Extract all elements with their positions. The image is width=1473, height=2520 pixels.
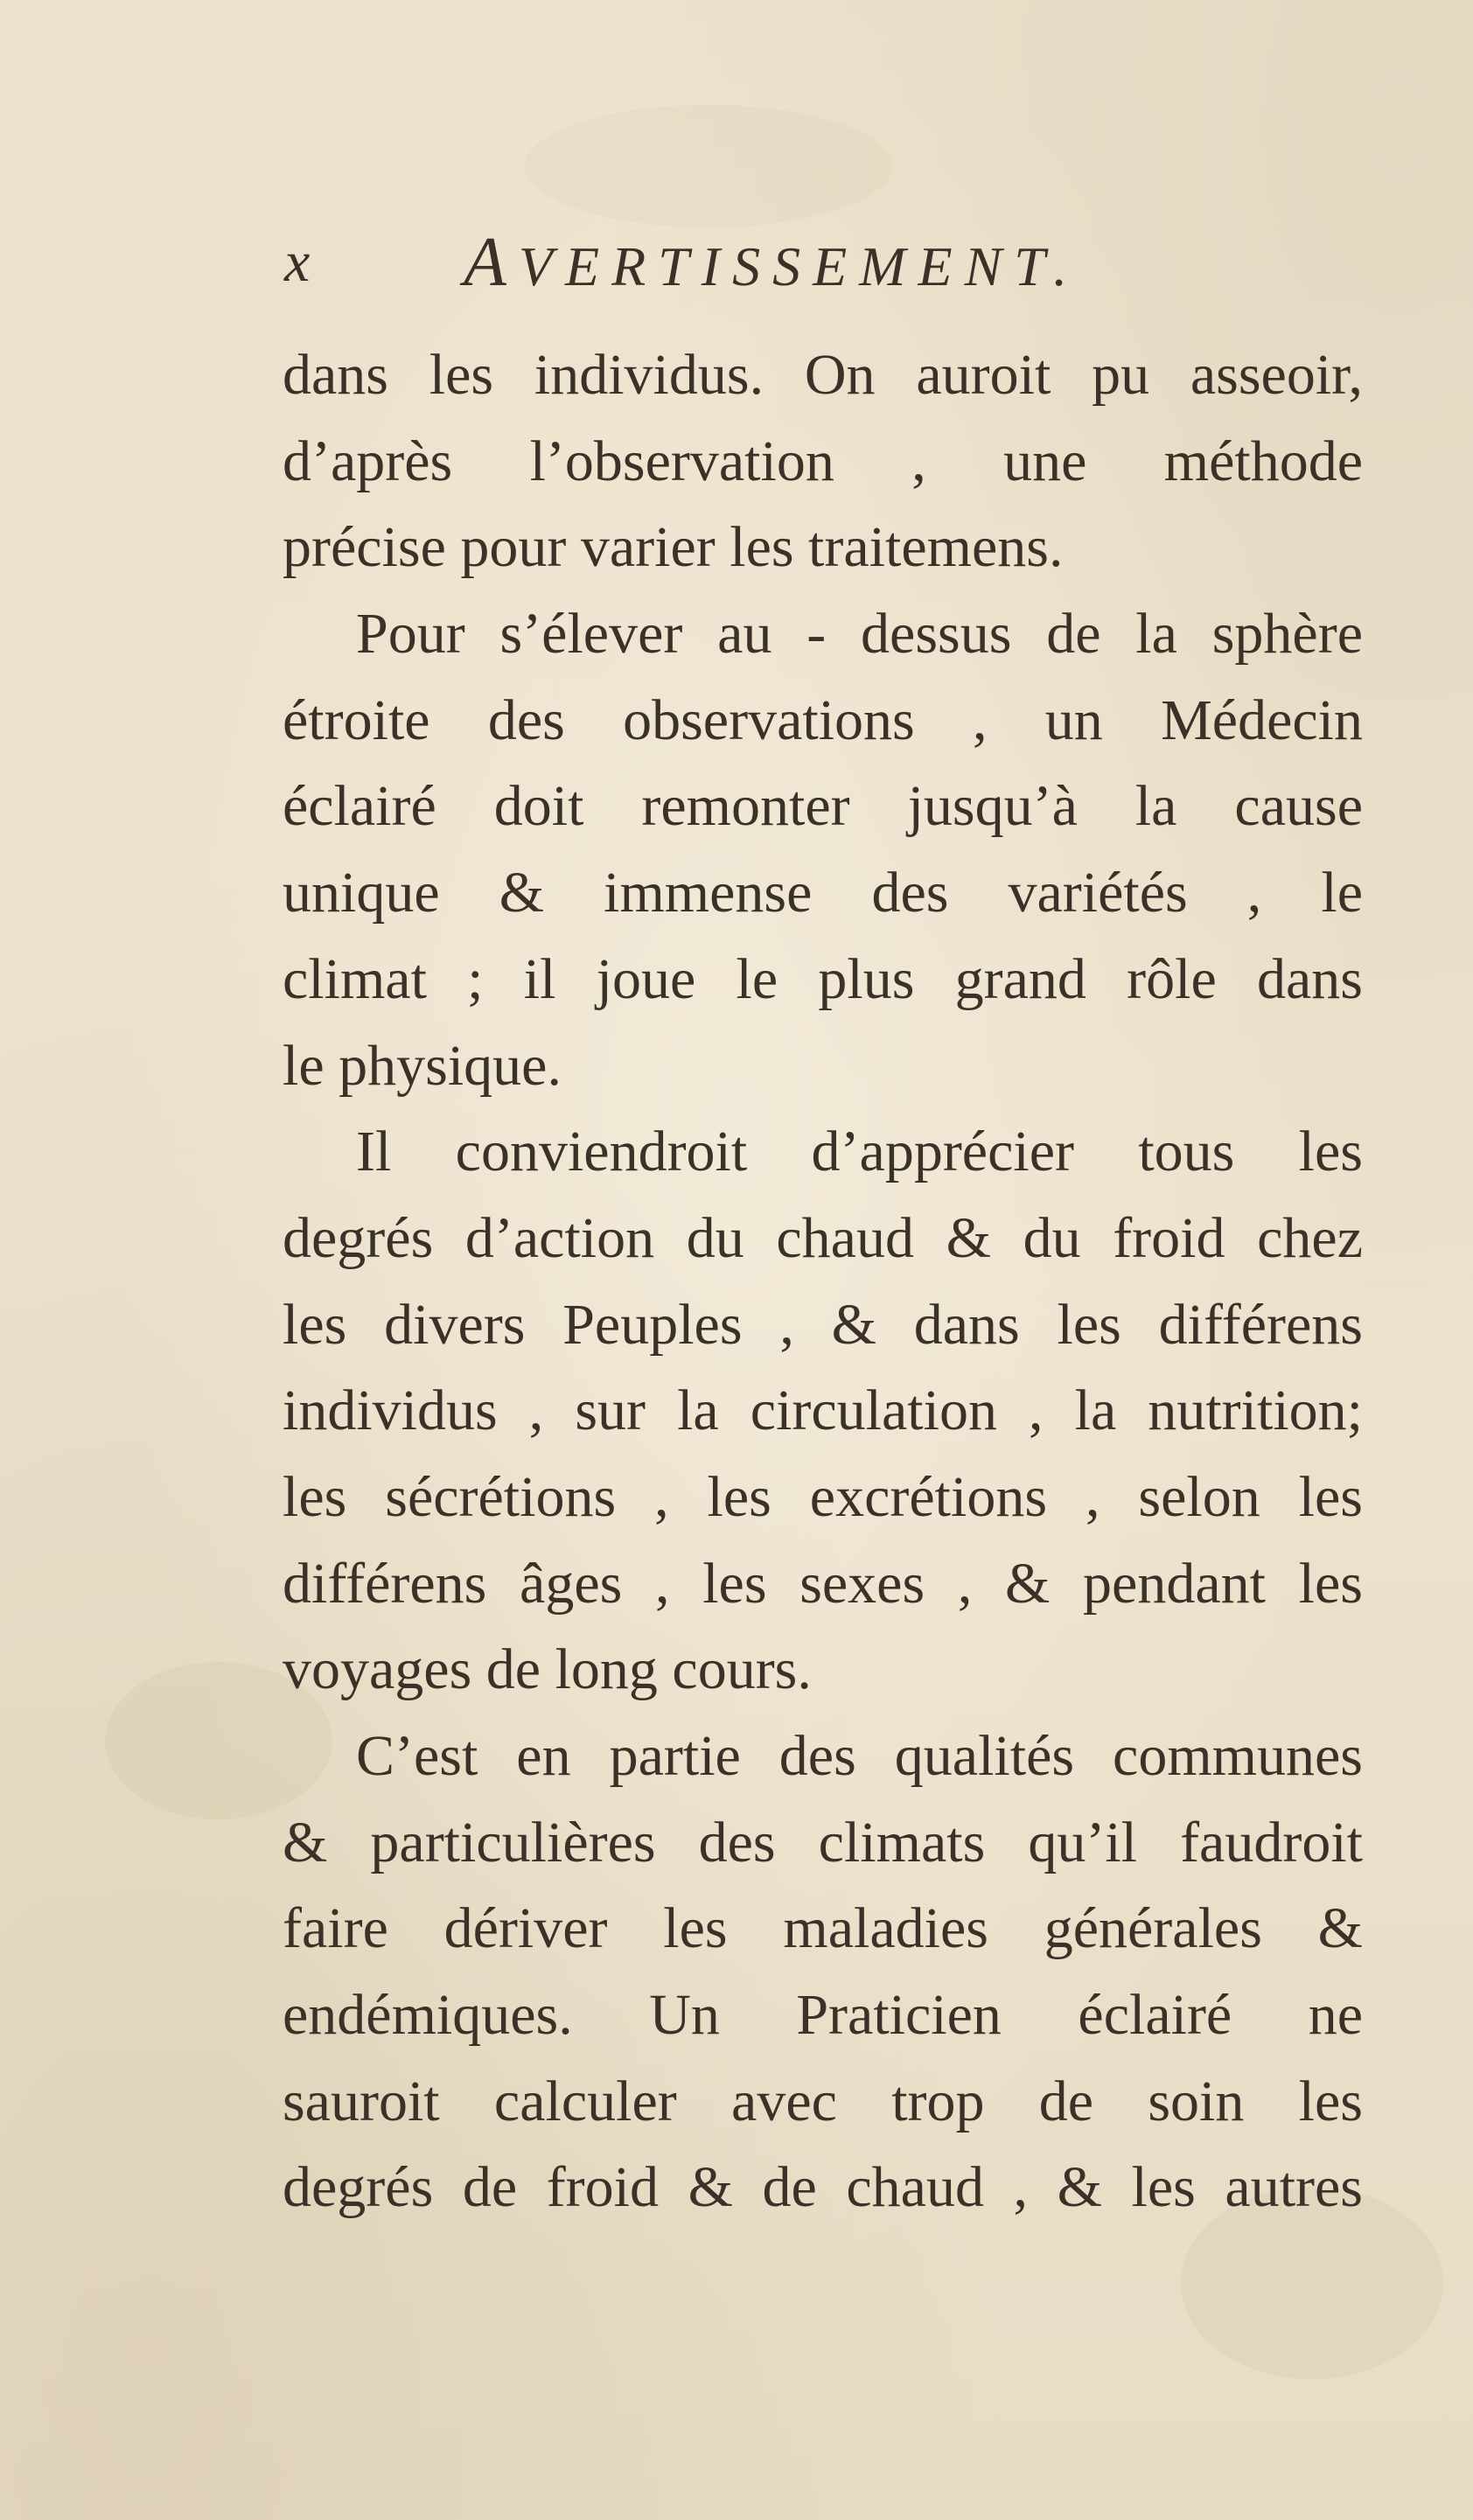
text-line: différens âges , les sexes , & pendant les xyxy=(283,1551,1363,1616)
text-line: Il conviendroit d’apprécier tous les xyxy=(356,1120,1363,1184)
text-line: voyages de long cours. xyxy=(283,1637,812,1702)
text-line: le physique. xyxy=(283,1033,562,1098)
text-line: sauroit calculer avec trop de soin les xyxy=(283,2069,1363,2133)
text-line: éclairé doit remonter jusqu’à la cause xyxy=(283,774,1363,839)
text-line: Pour s’élever au - dessus de la sphère xyxy=(356,602,1363,667)
running-head xyxy=(284,214,1360,311)
paper-stain xyxy=(525,105,892,227)
body-text xyxy=(283,332,1363,2231)
text-line: les sécrétions , les excrétions , selon les xyxy=(283,1464,1363,1529)
text-line: & particulières des climats qu’il faudroit xyxy=(283,1810,1363,1874)
text-line: unique & immense des variétés , le xyxy=(283,861,1363,925)
text-line: les divers Peuples , & dans les différens xyxy=(283,1292,1363,1357)
text-line: étroite des observations , un Médecin xyxy=(283,688,1363,752)
text-line: dans les individus. On auroit pu asseoir, xyxy=(283,343,1363,407)
text-line: précise pour varier les traitemens. xyxy=(283,515,1064,580)
text-line: individus , sur la circulation , la nutrition; xyxy=(283,1379,1363,1443)
text-line: climat ; il joue le plus grand rôle dans xyxy=(283,946,1363,1011)
text-line: endémiques. Un Praticien éclairé ne xyxy=(283,1983,1363,2048)
page-number: x xyxy=(284,230,311,294)
text-line: C’est en partie des qualités communes xyxy=(356,1724,1363,1788)
running-title-initial: A xyxy=(464,224,519,301)
text-line: degrés d’action du chaud & du froid chez xyxy=(283,1205,1363,1270)
running-title-rest: VERTISSEMENT. xyxy=(518,235,1080,297)
text-line: faire dériver les maladies générales & xyxy=(283,1896,1363,1961)
text-line: degrés de froid & de chaud , & les autres xyxy=(283,2155,1363,2220)
text-line: d’après l’observation , une méthode xyxy=(283,429,1363,493)
running-title xyxy=(464,214,1079,315)
